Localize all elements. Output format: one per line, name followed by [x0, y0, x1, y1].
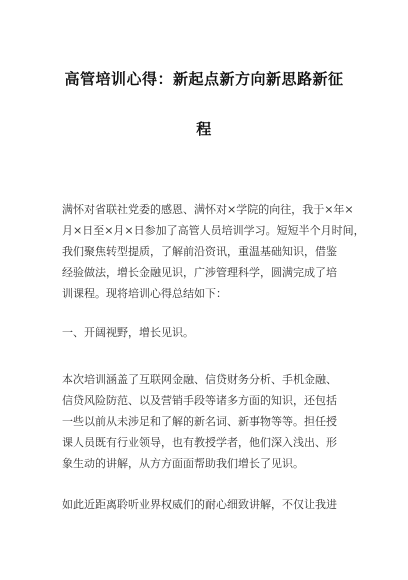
paragraph-1-line: 训课程。现将培训心得总结如下： — [62, 287, 227, 300]
paragraph-2-line: 本次培训涵盖了互联网金融、信贷财务分析、手机金融、 — [62, 373, 337, 386]
document-title: 高管培训心得：新起点新方向新思路新征 — [64, 70, 344, 88]
document-title-continued: 程 — [196, 120, 212, 138]
paragraph-3-line: 如此近距离聆听业界权威们的耐心细致讲解，不仅让我进 — [62, 498, 337, 511]
section-heading: 一、开阔视野，增长见识。 — [62, 326, 194, 339]
paragraph-2-line: 信贷风险防范、以及营销手段等诸多方面的知识，还包括 — [62, 394, 337, 407]
paragraph-2-line: 象生动的讲解，从方方面面帮助我们增长了见识。 — [62, 457, 304, 470]
paragraph-2-line: 一些以前从未涉足和了解的新名词、新事物等等。担任授 — [62, 415, 337, 428]
paragraph-2-line: 课人员既有行业领导，也有教授学者，他们深入浅出、形 — [62, 436, 337, 449]
paragraph-1-line: 经验做法，增长金融见识，广涉管理科学，圆满完成了培 — [62, 266, 337, 279]
paragraph-1-line: 满怀对省联社党委的感恩、满怀对×学院的向往，我于×年× — [62, 203, 354, 216]
paragraph-1-line: 月×日至×月×日参加了高管人员培训学习。短短半个月时间， — [62, 224, 365, 237]
paragraph-1-line: 我们聚焦转型提质，了解前沿资讯，重温基础知识，借鉴 — [62, 245, 337, 258]
